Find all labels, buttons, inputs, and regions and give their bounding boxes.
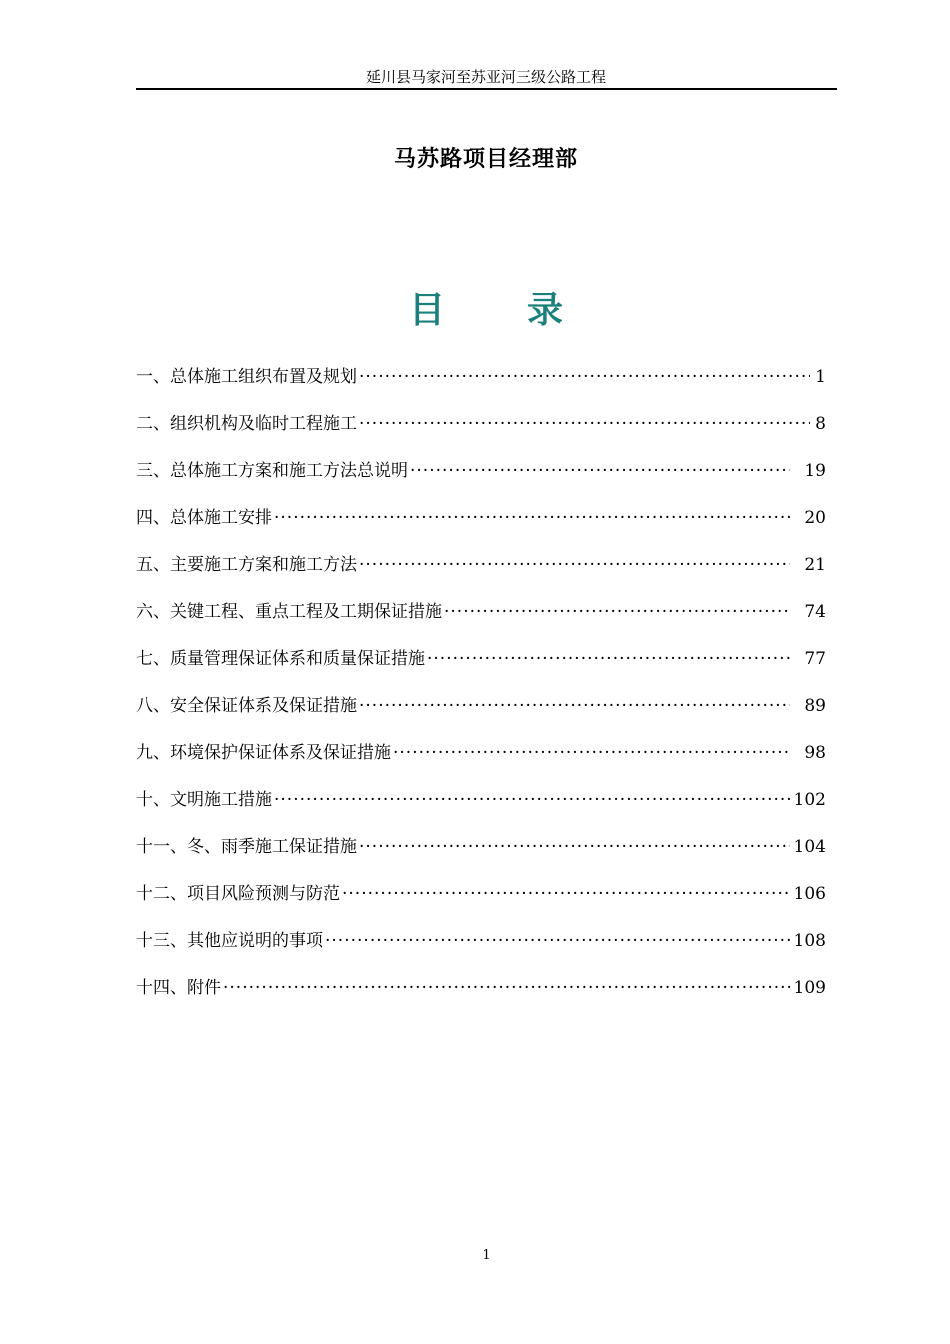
toc-entry-page: 8 <box>815 414 826 434</box>
toc-leader-dots <box>359 837 790 857</box>
toc-entry-page: 89 <box>804 696 826 716</box>
toc-leader-dots <box>274 790 790 810</box>
toc-entry-page: 108 <box>793 931 826 951</box>
toc-entry-page: 19 <box>804 461 826 481</box>
toc-leader-dots <box>223 978 790 998</box>
toc-entry-6[interactable] <box>136 597 826 644</box>
toc-entry-13[interactable] <box>136 926 826 973</box>
toc-title <box>136 282 836 333</box>
toc-entry-4[interactable] <box>136 503 826 550</box>
toc-entry-14[interactable] <box>136 973 826 1020</box>
toc-entry-label: 十三、其他应说明的事项 <box>136 931 323 951</box>
toc-leader-dots <box>427 649 790 669</box>
toc-entry-2[interactable] <box>136 409 826 456</box>
toc-title-char-1: 目 <box>408 289 445 331</box>
page-number: 1 <box>482 1248 491 1263</box>
toc-entry-label: 五、主要施工方案和施工方法 <box>136 555 357 575</box>
toc-entry-11[interactable] <box>136 832 826 879</box>
toc-entry-page: 74 <box>804 602 826 622</box>
toc-entry-label: 十二、项目风险预测与防范 <box>136 884 340 904</box>
header-rule <box>136 88 837 90</box>
toc-entry-8[interactable] <box>136 691 826 738</box>
toc-entry-9[interactable] <box>136 738 826 785</box>
toc-leader-dots <box>274 508 790 528</box>
toc-entry-page: 109 <box>793 978 826 998</box>
toc-leader-dots <box>393 743 790 763</box>
toc-entry-label: 十、文明施工措施 <box>136 790 272 810</box>
running-header: 延川县马家河至苏亚河三级公路工程 <box>365 68 606 86</box>
toc-entry-12[interactable] <box>136 879 826 926</box>
toc-entry-label: 二、组织机构及临时工程施工 <box>136 414 357 434</box>
toc-title-char-2: 录 <box>527 289 564 331</box>
toc-entry-label: 十一、冬、雨季施工保证措施 <box>136 837 357 857</box>
department-title: 马苏路项目经理部 <box>393 147 578 172</box>
toc-entry-page: 106 <box>793 884 826 904</box>
toc-entry-10[interactable] <box>136 785 826 832</box>
toc-entry-page: 98 <box>804 743 826 763</box>
toc-entry-7[interactable] <box>136 644 826 691</box>
toc-entry-label: 四、总体施工安排 <box>136 508 272 528</box>
toc-leader-dots <box>410 461 790 481</box>
toc-entry-page: 1 <box>815 367 826 387</box>
toc-leader-dots <box>359 414 810 434</box>
toc-entry-page: 21 <box>804 555 826 575</box>
toc-leader-dots <box>342 884 790 904</box>
toc-list <box>136 362 826 1020</box>
toc-entry-label: 一、总体施工组织布置及规划 <box>136 367 357 387</box>
toc-leader-dots <box>359 696 790 716</box>
toc-entry-page: 77 <box>804 649 826 669</box>
toc-entry-1[interactable] <box>136 362 826 409</box>
toc-entry-page: 104 <box>793 837 826 857</box>
toc-entry-label: 九、环境保护保证体系及保证措施 <box>136 743 391 763</box>
toc-entry-label: 七、质量管理保证体系和质量保证措施 <box>136 649 425 669</box>
toc-leader-dots <box>359 555 790 575</box>
toc-entry-3[interactable] <box>136 456 826 503</box>
toc-entry-label: 八、安全保证体系及保证措施 <box>136 696 357 716</box>
toc-entry-5[interactable] <box>136 550 826 597</box>
toc-leader-dots <box>444 602 790 622</box>
toc-entry-label: 六、关键工程、重点工程及工期保证措施 <box>136 602 442 622</box>
toc-entry-page: 102 <box>793 790 826 810</box>
toc-entry-page: 20 <box>804 508 826 528</box>
toc-entry-label: 三、总体施工方案和施工方法总说明 <box>136 461 408 481</box>
toc-leader-dots <box>325 931 790 951</box>
toc-entry-label: 十四、附件 <box>136 978 221 998</box>
toc-leader-dots <box>359 367 810 387</box>
